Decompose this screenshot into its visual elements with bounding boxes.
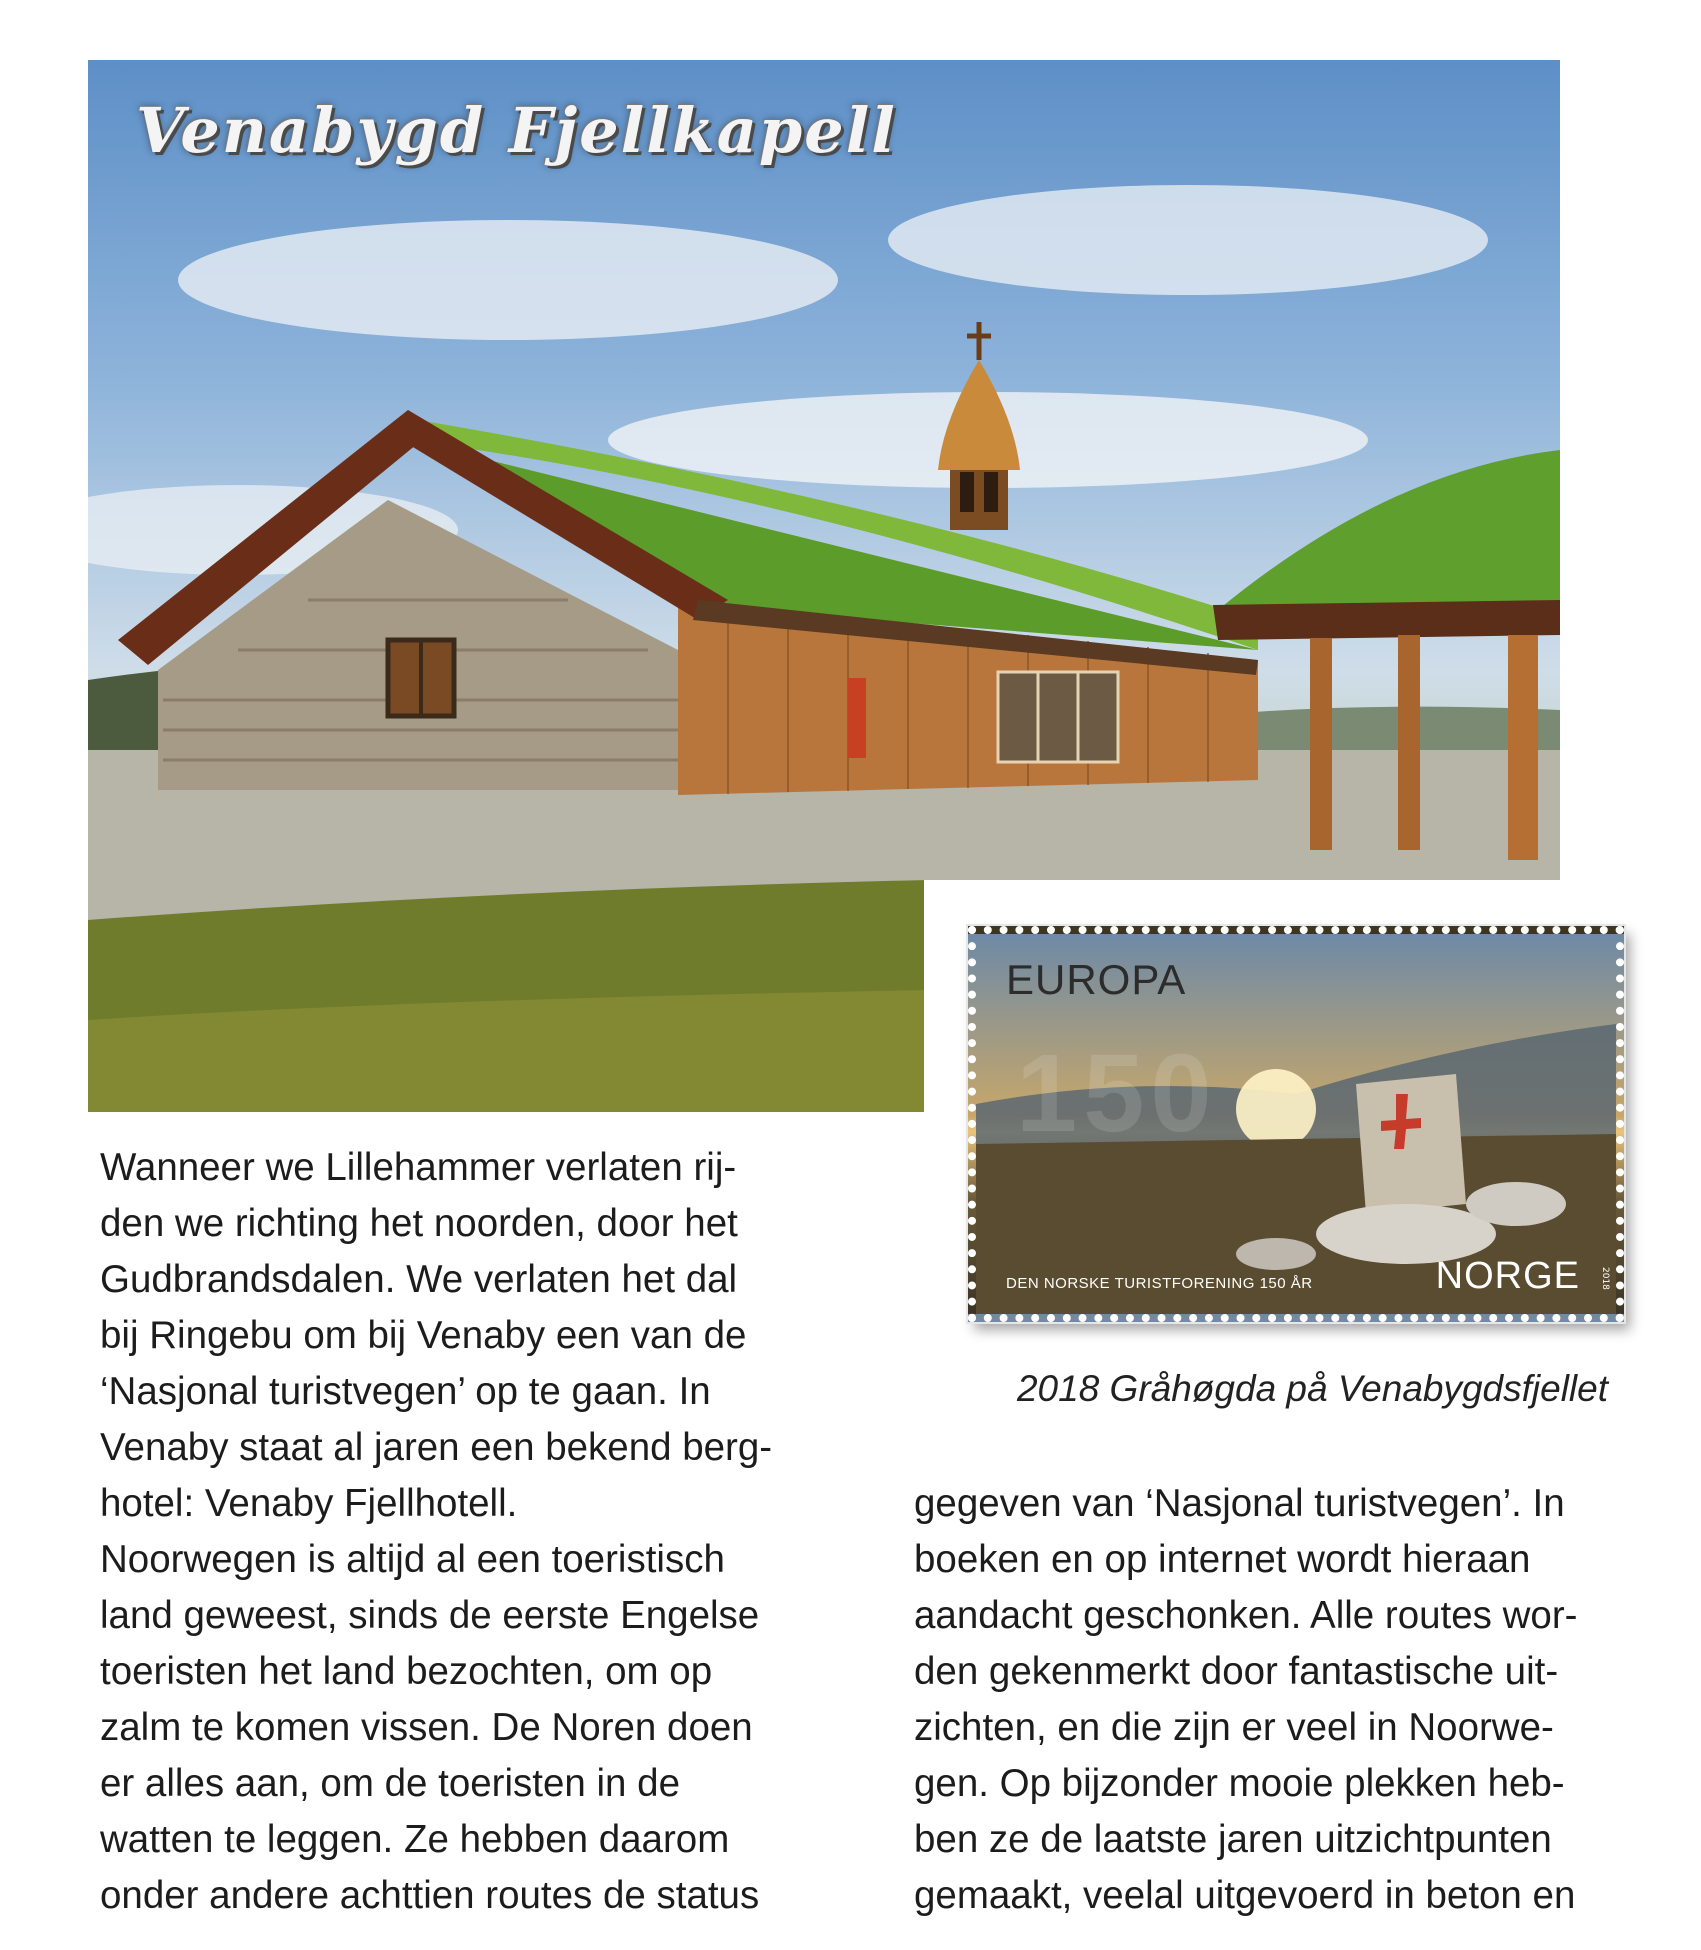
stamp-year-mark: 2018 (1600, 1267, 1610, 1290)
text-line: zichten, en die zijn er veel in Noorwe- (914, 1706, 1554, 1749)
text-line: hotel: Venaby Fjellhotell. (100, 1482, 518, 1525)
stamp-panel (924, 880, 1701, 1440)
text-line: boeken en op internet wordt hieraan (914, 1538, 1531, 1581)
text-line: Noorwegen is altijd al een toeristisch (100, 1538, 725, 1581)
text-line: Wanneer we Lillehammer verlaten rij- (100, 1146, 737, 1189)
text-line: Venaby staat al jaren een bekend berg- (100, 1426, 773, 1469)
text-line: gemaakt, veelal uitgevoerd in beton en (914, 1874, 1576, 1917)
text-line: land geweest, sinds de eerste Engelse (100, 1594, 760, 1637)
text-line: gen. Op bijzonder mooie plekken heb- (914, 1762, 1565, 1805)
text-line: ‘Nasjonal turistvegen’ op te gaan. In (100, 1370, 711, 1413)
article-right-column (914, 1476, 1701, 1924)
article-left-column (100, 1140, 900, 1924)
text-line: zalm te komen vissen. De Noren doen (100, 1706, 753, 1749)
text-line: onder andere achttien routes de status (100, 1874, 760, 1917)
stamp-ghost-number: 150 (1016, 1032, 1218, 1155)
text-line: watten te leggen. Ze hebben daarom (100, 1818, 730, 1861)
postage-stamp (968, 926, 1624, 1322)
photo-title: Venabygd Fjellkapell (136, 94, 897, 167)
text-line: ben ze de laatste jaren uitzichtpunten (914, 1818, 1552, 1861)
text-line: toeristen het land bezochten, om op (100, 1650, 713, 1693)
stamp-caption: 2018 Gråhøgda på Venabygdsfjellet (1016, 1368, 1609, 1409)
text-line: bij Ringebu om bij Venaby een van de (100, 1314, 747, 1357)
text-line: gegeven van ‘Nasjonal turistvegen’. In (914, 1482, 1565, 1525)
text-line: aandacht geschonken. Alle routes wor- (914, 1594, 1578, 1637)
text-line: Gudbrandsdalen. We verlaten het dal (100, 1258, 738, 1301)
text-line: den gekenmerkt door fantastische uit- (914, 1650, 1559, 1693)
text-line: den we richting het noorden, door het (100, 1202, 738, 1245)
stamp-subtitle: DEN NORSKE TURISTFORENING 150 ÅR (1006, 1275, 1313, 1292)
stamp-europa-label: EUROPA (1006, 956, 1187, 1003)
stamp-country: NORGE (1435, 1255, 1580, 1297)
text-line: er alles aan, om de toeristen in de (100, 1762, 680, 1805)
